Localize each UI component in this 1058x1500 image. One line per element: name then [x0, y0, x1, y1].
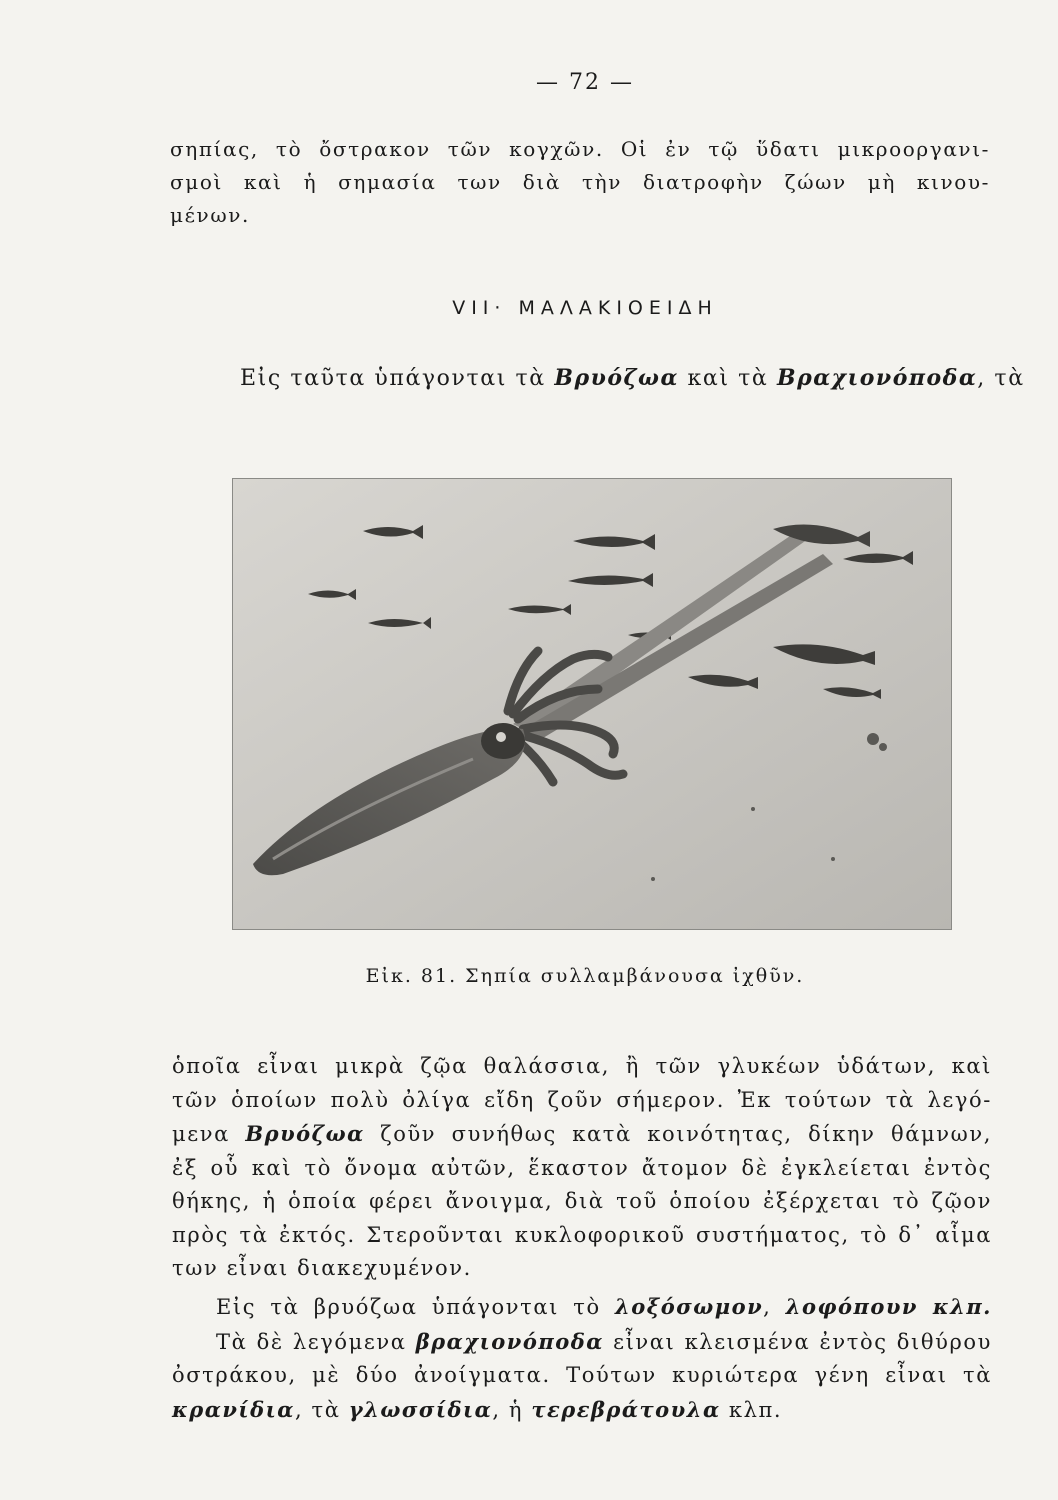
- term-terebratula: τερεβράτουλα: [531, 1396, 721, 1422]
- term-bryozoa: Βρυόζωα: [245, 1121, 365, 1146]
- text-run: εἶναι κλεισμένα ἐντὸς διθύρου: [603, 1329, 993, 1354]
- term-kranidia: κρανίδια: [172, 1396, 295, 1422]
- cuttlefish-illustration: [232, 478, 952, 930]
- text-line: ἐξ οὗ καὶ τὸ ὄνομα αὐτῶν, ἕκαστον ἄτομον δὲ ἐγκλείεται ἐντὸς: [172, 1155, 992, 1180]
- text-run: , τὰ: [294, 1397, 349, 1422]
- text-run: Εἰς τὰ βρυόζωα ὑπάγονται τὸ: [216, 1295, 616, 1319]
- intro-paragraph: [170, 133, 990, 232]
- text-line: θήκης, ἡ ὁποία φέρει ἄνοιγμα, διὰ τοῦ ὁποίου ἐξέρχεται τὸ ζῷον: [172, 1189, 992, 1213]
- page-number: — 72 —: [536, 70, 634, 95]
- text-line: τῶν ὁποίων πολὺ ὀλίγα εἴδη ζοῦν σήμερον. Ἐκ τούτων τὰ λεγό-: [172, 1087, 992, 1112]
- text-line: [172, 1393, 992, 1428]
- term-loxosomon: λοξόσωμον: [615, 1294, 764, 1319]
- text-run: Τὰ δὲ λεγόμενα: [216, 1329, 416, 1354]
- text-run: μενα: [172, 1122, 246, 1146]
- text-run: , ἡ: [492, 1397, 532, 1422]
- figure-caption: Εἰκ. 81. Σηπία συλλαμβάνουσα ἰχθῦν.: [365, 965, 805, 987]
- text-run: , τὰ: [977, 366, 1025, 391]
- text-line: μένων.: [170, 203, 250, 227]
- text-run: Εἰς ταῦτα ὑπάγονται τὰ: [240, 366, 555, 391]
- text-line: σηπίας, τὸ ὄστρακον τῶν κογχῶν. Οἱ ἐν τῷ ὕδατι μικροοργανι-: [170, 137, 990, 161]
- text-line: ὁποῖα εἶναι μικρὰ ζῷα θαλάσσια, ἢ τῶν γλυκέων ὑδάτων, καὶ: [172, 1054, 992, 1078]
- text-run: κλπ.: [720, 1397, 783, 1422]
- term-brachiopoda: βραχιονόποδα: [415, 1328, 604, 1354]
- term-brachiopoda: Βραχιονόποδα: [776, 365, 978, 391]
- term-glossidia: γλωσσίδια: [348, 1396, 493, 1422]
- text-line: [240, 362, 1025, 395]
- section-heading: VII· ΜΑΛΑΚΙΟΕΙΔΗ: [452, 297, 718, 319]
- term-lophopous: λοφόπουν κλπ.: [785, 1294, 992, 1319]
- text-run: ζοῦν συνήθως κατὰ κοινότητας, δίκην θάμνων,: [364, 1122, 993, 1146]
- text-line: [172, 1290, 992, 1325]
- body-paragraph: [172, 1050, 992, 1286]
- lead-paragraph: [240, 362, 1025, 395]
- text-run: ,: [763, 1295, 786, 1319]
- text-line: σμοὶ καὶ ἡ σημασία των διὰ τὴν διατροφὴν ζώων μὴ κινου-: [170, 170, 990, 194]
- text-line: [172, 1117, 992, 1152]
- closing-paragraph: [172, 1290, 992, 1427]
- text-line: [172, 1325, 992, 1360]
- text-line: των εἶναι διακεχυμένον.: [172, 1256, 472, 1280]
- text-run: καὶ τὰ: [678, 366, 777, 391]
- text-line: ὀστράκου, μὲ δύο ἀνοίγματα. Τούτων κυριώτερα γένη εἶναι τὰ: [172, 1363, 992, 1387]
- term-bryozoa: Βρυόζωα: [554, 365, 679, 391]
- text-line: πρὸς τὰ ἐκτός. Στεροῦνται κυκλοφορικοῦ συστήματος, τὸ δ᾽ αἷμα: [172, 1222, 992, 1247]
